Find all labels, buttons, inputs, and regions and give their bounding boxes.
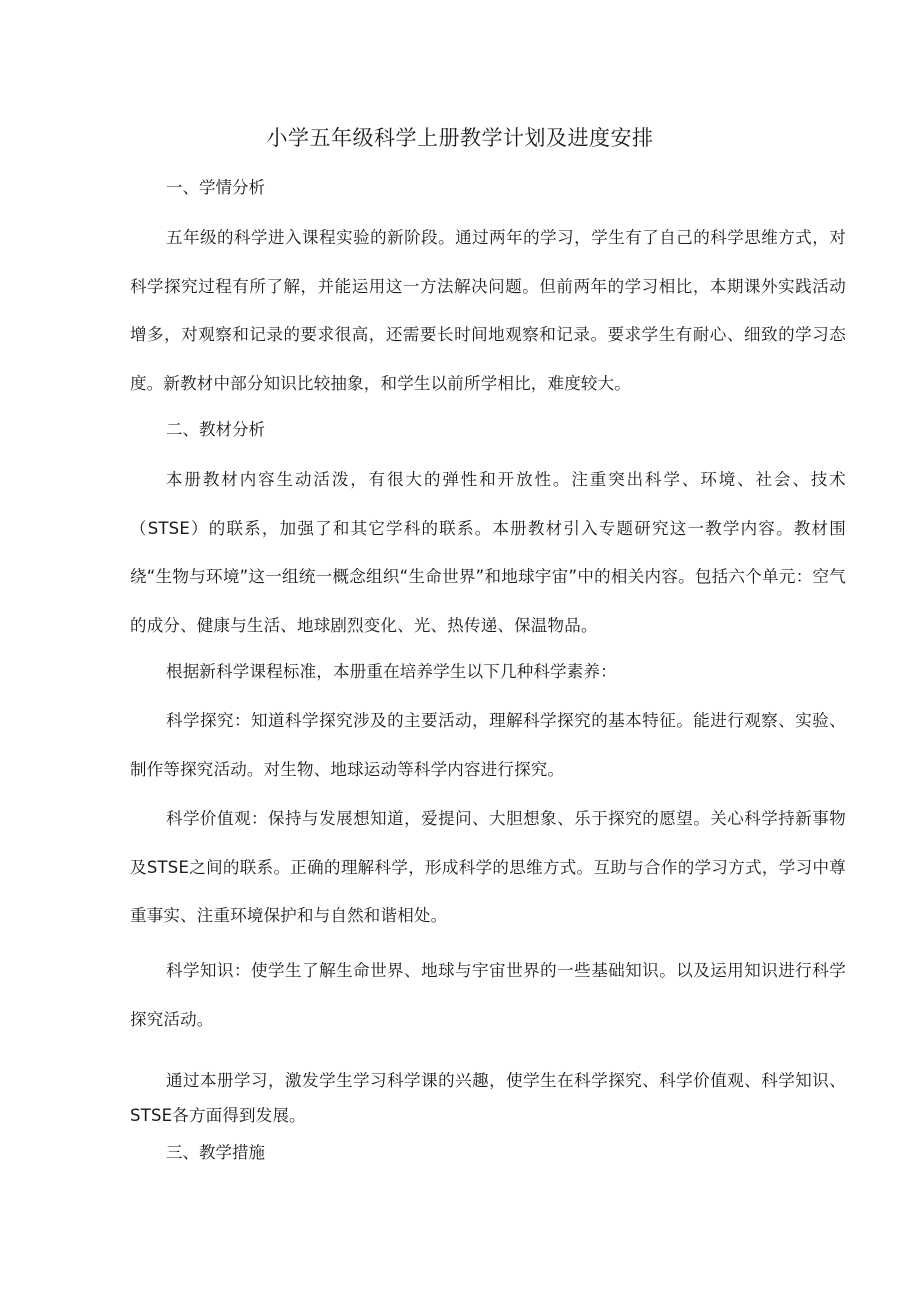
paragraph-textbook-overview: 本册教材内容生动活泼，有很大的弹性和开放性。注重突出科学、环境、社会、技术（STSE）的联系，加强了和其它学科的联系。本册教材引入专题研究这一教学内容。教材围绕“生物与环境”这一组统一概念组织“生命世界”和地球宇宙”中的相关内容。包括六个单元：空气的成分、健康与生活、地球剧烈变化、光、热传递、保温物品。 <box>130 470 846 635</box>
paragraph-scientific-knowledge: 科学知识：使学生了解生命世界、地球与宇宙世界的一些基础知识。以及运用知识进行科学探究活动。 <box>130 961 846 1029</box>
paragraph-literacy-intro: 根据新科学课程标准，本册重在培养学生以下几种科学素养： <box>166 662 617 681</box>
paragraph-learning-goals: 通过本册学习，激发学生学习科学课的兴趣，使学生在科学探究、科学价值观、科学知识、STSE各方面得到发展。 <box>130 1071 846 1125</box>
section-heading-teaching-measures: 三、教学措施 <box>166 1143 265 1162</box>
section-heading-learner-analysis: 一、学情分析 <box>166 178 265 197</box>
paragraph-scientific-inquiry: 科学探究：知道科学探究涉及的主要活动，理解科学探究的基本特征。能进行观察、实验、制作等探究活动。对生物、地球运动等科学内容进行探究。 <box>130 711 846 779</box>
document-title: 小学五年级科学上册教学计划及进度安排 <box>266 126 654 150</box>
paragraph-learner-analysis: 五年级的科学进入课程实验的新阶段。通过两年的学习，学生有了自己的科学思维方式，对科学探究过程有所了解，并能运用这一方法解决问题。但前两年的学习相比，本期课外实践活动增多，对观察和记录的要求很高，还需要长时间地观察和记录。要求学生有耐心、细致的学习态度。新教材中部分知识比较抽象，和学生以前所学相比，难度较大。 <box>130 228 846 393</box>
section-heading-textbook-analysis: 二、教材分析 <box>166 420 265 439</box>
paragraph-scientific-values: 科学价值观：保持与发展想知道，爱提问、大胆想象、乐于探究的愿望。关心科学持新事物及STSE之间的联系。正确的理解科学，形成科学的思维方式。互助与合作的学习方式，学习中尊重事实、注重环境保护和与自然和谐相处。 <box>130 809 846 925</box>
